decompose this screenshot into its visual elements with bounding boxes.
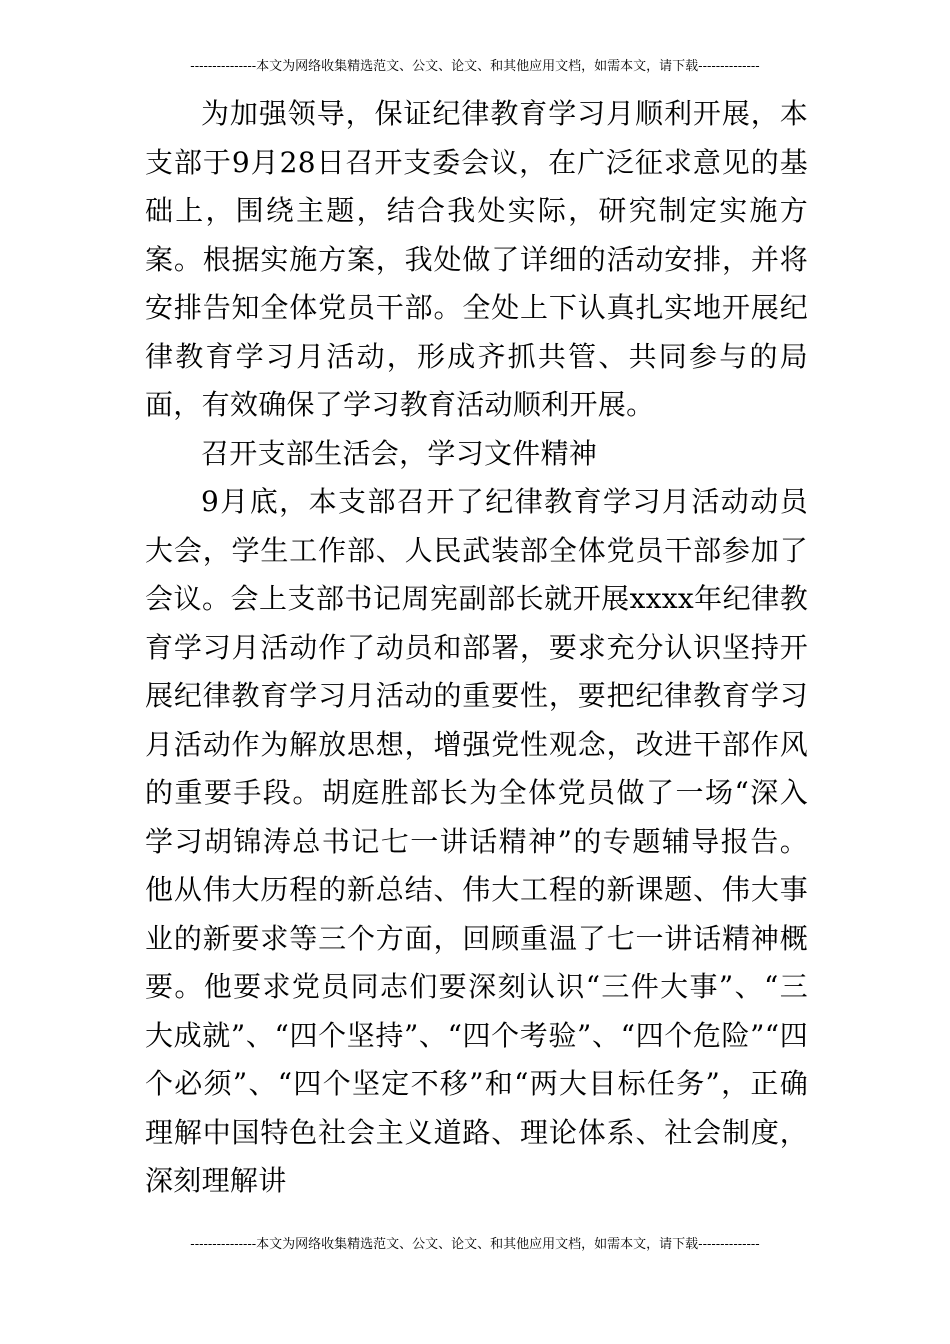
footer-banner: ---------------本文为网络收集精选范文、公文、论文、和其他应用文档，如需本文，请下载-------------- <box>190 1237 760 1252</box>
section-heading: 召开支部生活会，学习文件精神 <box>201 436 598 470</box>
paragraph-mobilization-meeting: 9月底，本支部召开了纪律教育学习月活动动员大会，学生工作部、人民武装部全体党员干部参加了会议。会上支部书记周宪副部长就开展xxxx年纪律教育学习月活动作了动员和部署，要求充分认识坚持开展纪律教育学习月活动的重要性，要把纪律教育学习月活动作为解放思想，增强党性观念，改进干部作风的重要手段。胡庭胜部长为全体党员做了一场“深入学习胡锦涛总书记七一讲话精神”的专题辅导报告。他从伟大历程的新总结、伟大工程的新课题、伟大事业的新要求等三个方面，回顾重温了七一讲话精神概要。他要求党员同志们要深刻认识“三件大事”、“三大成就”、“四个坚持”、“四个考验”、“四个危险”“四个必须”、“四个坚定不移”和“两大目标任务”，正确理解中国特色社会主义道路、理论体系、社会制度，深刻理解讲 <box>145 485 808 1197</box>
header-banner: ---------------本文为网络收集精选范文、公文、论文、和其他应用文档，如需本文，请下载-------------- <box>190 59 760 74</box>
paragraph-implementation-plan: 为加强领导，保证纪律教育学习月顺利开展，本支部于9月28日召开支委会议，在广泛征求意见的基础上，围绕主题，结合我处实际，研究制定实施方案。根据实施方案，我处做了详细的活动安排，并将安排告知全体党员干部。全处上下认真扎实地开展纪律教育学习月活动，形成齐抓共管、共同参与的局面，有效确保了学习教育活动顺利开展。 <box>145 97 808 421</box>
document-body <box>145 90 808 1206</box>
